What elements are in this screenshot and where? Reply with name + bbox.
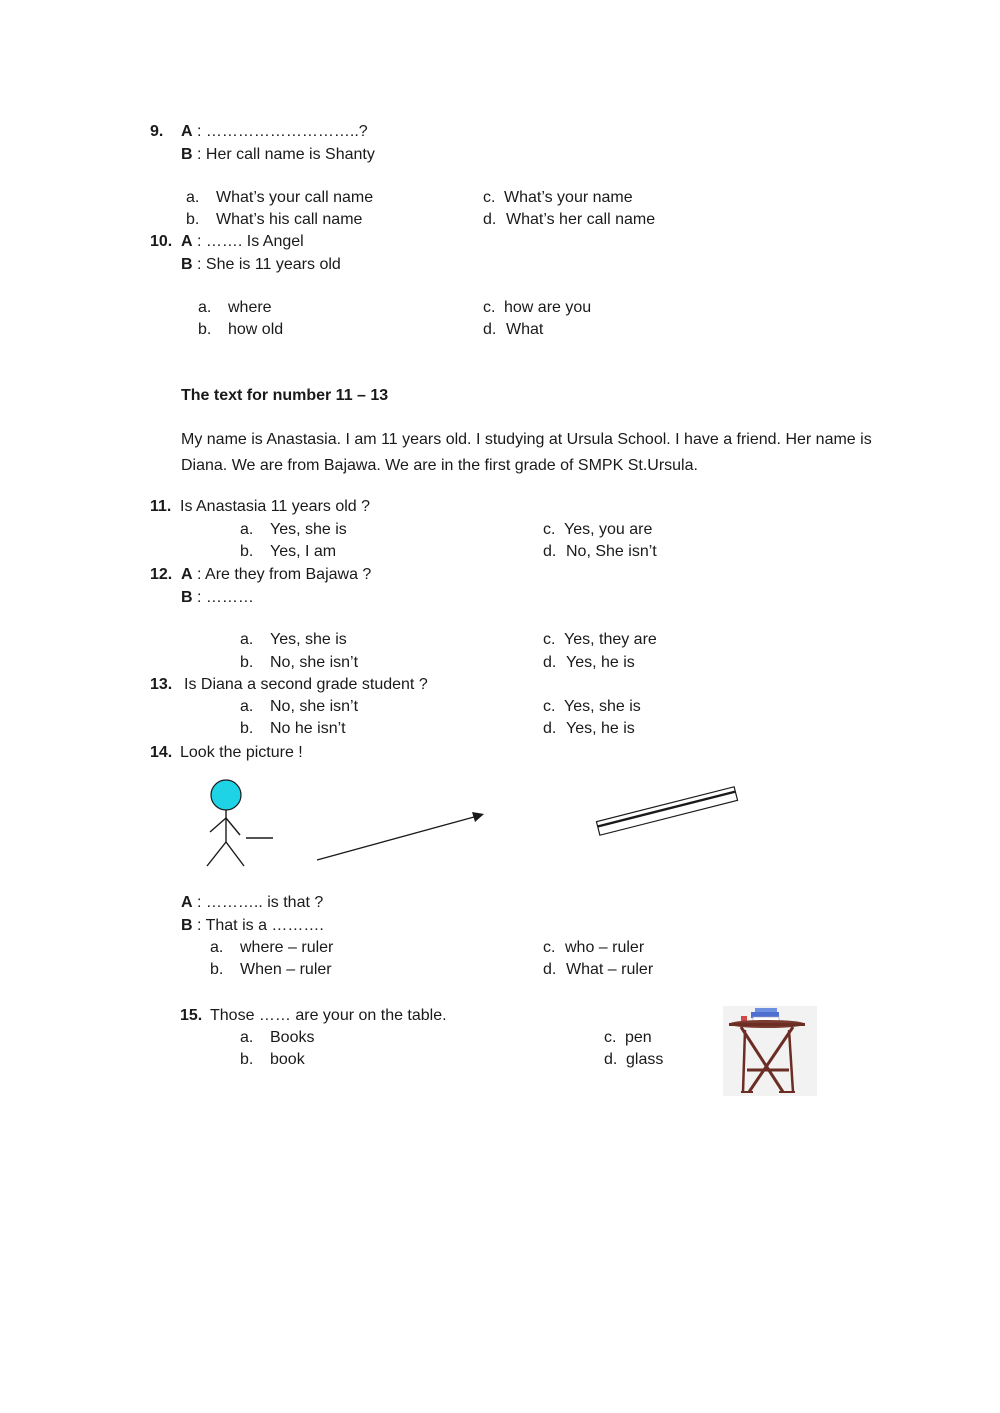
q9-option-d: d. [483, 211, 497, 228]
q15-question: Those …… are your on the table. [210, 1007, 447, 1024]
speaker-a-text: : ……….. is that ? [192, 894, 324, 911]
speaker-a-label: A [181, 123, 193, 140]
q11-option-a-text: Yes, she is [270, 521, 347, 538]
q15-option-c: c. [604, 1029, 617, 1046]
ruler-icon [596, 787, 737, 835]
q11-option-c: c. [543, 521, 556, 538]
q12-option-d-text: Yes, he is [566, 654, 635, 671]
speaker-b-label: B [181, 146, 193, 163]
q11-option-d-text: No, She isn’t [566, 543, 657, 560]
reading-passage: My name is Anastasia. I am 11 years old. I studying at Ursula School. I have a friend. Her name is Diana. We are from Bajawa. We are in the first grade of SMPK St.Ursula. [181, 431, 872, 474]
speaker-b-text: : She is 11 years old [192, 256, 341, 273]
q12-option-c-text: Yes, they are [564, 631, 657, 648]
q15-option-a: a. [240, 1029, 254, 1046]
q10-option-b: b. [198, 321, 212, 338]
q9-option-b: b. [186, 211, 200, 228]
q14-option-b: b. [210, 961, 224, 978]
speaker-b-text: : ……… [192, 589, 254, 606]
q10-option-a: a. [198, 299, 212, 316]
stick-figure-icon [207, 780, 273, 866]
q10-option-a-text: where [228, 299, 272, 316]
q10-option-b-text: how old [228, 321, 284, 338]
q12-number: 12. [150, 566, 173, 583]
q11-option-d: d. [543, 543, 557, 560]
q14-option-c-text: who – ruler [565, 939, 645, 956]
q9-option-a: a. [186, 189, 200, 206]
q15-option-c-text: pen [625, 1029, 652, 1046]
q12-option-d: d. [543, 654, 557, 671]
q14-option-a-text: where – ruler [240, 939, 334, 956]
speaker-a-text: : ……. Is Angel [192, 233, 304, 250]
q12-speaker-b-line [181, 588, 254, 608]
speaker-a-label: A [181, 566, 193, 583]
q12-option-b-text: No, she isn’t [270, 654, 359, 671]
q11-option-a: a. [240, 521, 254, 538]
q9-speaker-a-line [181, 122, 368, 142]
speaker-a-text: : Are they from Bajawa ? [192, 566, 372, 583]
q12-option-c: c. [543, 631, 556, 648]
q13-option-b: b. [240, 720, 254, 737]
q11-question: Is Anastasia 11 years old ? [180, 498, 371, 515]
q12-option-a-text: Yes, she is [270, 631, 347, 648]
q13-option-a-text: No, she isn’t [270, 698, 359, 715]
q14-option-d-text: What – ruler [566, 961, 654, 978]
table-with-books-icon [723, 1006, 817, 1096]
pointing-arrow-icon [317, 812, 484, 860]
q13-option-d: d. [543, 720, 557, 737]
q12-option-b: b. [240, 654, 254, 671]
q9-option-b-text: What’s his call name [216, 211, 363, 228]
q14-question: Look the picture ! [180, 744, 303, 761]
q10-option-d-text: What [506, 321, 544, 338]
q13-question: Is Diana a second grade student ? [184, 676, 428, 693]
q15-number: 15. [180, 1007, 203, 1024]
q10-number: 10. [150, 233, 173, 250]
q13-option-b-text: No he isn’t [270, 720, 346, 737]
q9-speaker-b-line [181, 145, 375, 165]
q12-option-a: a. [240, 631, 254, 648]
q15-option-b: b. [240, 1051, 254, 1068]
q9-option-c-text: What’s your name [504, 189, 633, 206]
q14-speaker-a-line [181, 893, 323, 913]
q11-number: 11. [150, 498, 172, 515]
q15-option-d: d. [604, 1051, 618, 1068]
q9-number: 9. [150, 123, 164, 140]
speaker-a-label: A [181, 233, 193, 250]
reading-heading: The text for number 11 – 13 [181, 387, 389, 404]
speaker-b-text: : That is a ………. [192, 917, 324, 934]
speaker-b-label: B [181, 589, 193, 606]
q14-speaker-b-line [181, 916, 324, 936]
q13-option-c: c. [543, 698, 556, 715]
speaker-b-label: B [181, 917, 193, 934]
q15-option-d-text: glass [626, 1051, 664, 1068]
q10-option-c: c. [483, 299, 496, 316]
q11-option-b: b. [240, 543, 254, 560]
q11-option-b-text: Yes, I am [270, 543, 337, 560]
q14-picture [0, 770, 1000, 890]
speaker-a-label: A [181, 894, 193, 911]
q9-option-d-text: What’s her call name [506, 211, 656, 228]
q15-option-b-text: book [270, 1051, 305, 1068]
q10-speaker-b-line [181, 255, 341, 275]
q10-option-c-text: how are you [504, 299, 592, 316]
q9-option-c: c. [483, 189, 496, 206]
q15-option-a-text: Books [270, 1029, 315, 1046]
stick-figure-head [211, 780, 241, 810]
q11-option-c-text: Yes, you are [564, 521, 653, 538]
q12-speaker-a-line [181, 565, 371, 585]
q9-option-a-text: What’s your call name [216, 189, 374, 206]
q13-option-a: a. [240, 698, 254, 715]
q14-option-b-text: When – ruler [240, 961, 332, 978]
q13-number: 13. [150, 676, 173, 693]
q14-option-d: d. [543, 961, 557, 978]
q10-speaker-a-line [181, 232, 304, 252]
q13-option-c-text: Yes, she is [564, 698, 641, 715]
speaker-a-text: : ………………………..? [192, 123, 368, 140]
speaker-b-text: : Her call name is Shanty [192, 146, 375, 163]
q14-option-c: c. [543, 939, 556, 956]
q14-number: 14. [150, 744, 173, 761]
q10-option-d: d. [483, 321, 497, 338]
q14-option-a: a. [210, 939, 224, 956]
q13-option-d-text: Yes, he is [566, 720, 635, 737]
speaker-b-label: B [181, 256, 193, 273]
